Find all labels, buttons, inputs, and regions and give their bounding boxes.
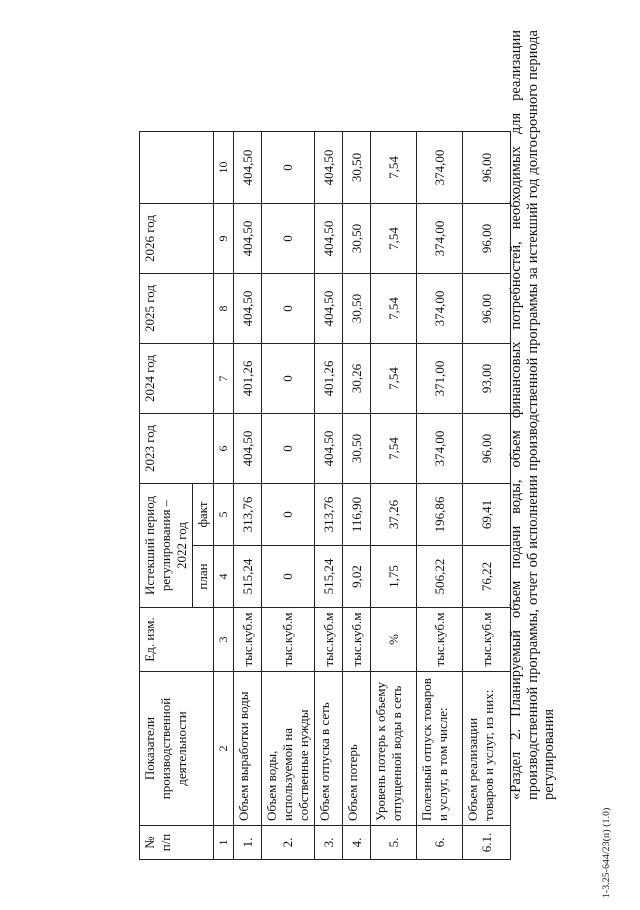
column-number-cell: 7 <box>214 343 234 413</box>
header-2026: 2026 год <box>140 203 214 273</box>
cell-y2025: 96,00 <box>463 273 511 343</box>
header-extra <box>140 131 214 203</box>
cell-y2024: 30,26 <box>343 343 371 413</box>
header-2023: 2023 год <box>140 413 214 483</box>
cell-y2023: 30,50 <box>343 413 371 483</box>
table-body <box>234 131 511 859</box>
cell-unit: тыс.куб.м <box>262 608 315 672</box>
table-row <box>343 131 371 859</box>
cell-fact: 313,76 <box>234 483 262 545</box>
header-fact: факт <box>193 483 214 545</box>
cell-y2026: 374,00 <box>417 203 463 273</box>
cell-name: Объем реализации товаров и услуг, из них: <box>463 672 511 826</box>
cell-extra: 374,00 <box>417 131 463 203</box>
cell-fact: 0 <box>262 483 315 545</box>
cell-y2026: 404,50 <box>315 203 343 273</box>
column-number-cell: 8 <box>214 273 234 343</box>
cell-plan: 0 <box>262 546 315 608</box>
cell-plan: 515,24 <box>315 546 343 608</box>
column-number-row <box>214 131 234 859</box>
column-number-cell: 6 <box>214 413 234 483</box>
header-unit: Ед. изм. <box>140 608 214 672</box>
cell-y2023: 404,50 <box>234 413 262 483</box>
cell-y2024: 371,00 <box>417 343 463 413</box>
header-2025: 2025 год <box>140 273 214 343</box>
cell-fact: 116,90 <box>343 483 371 545</box>
cell-y2025: 7,54 <box>371 273 417 343</box>
cell-unit: тыс.куб.м <box>343 608 371 672</box>
cell-extra: 0 <box>262 131 315 203</box>
cell-y2023: 374,00 <box>417 413 463 483</box>
header-plan: план <box>193 546 214 608</box>
cell-no: 5. <box>371 826 417 860</box>
cell-plan: 506,22 <box>417 546 463 608</box>
table-row <box>234 131 262 859</box>
cell-no: 3. <box>315 826 343 860</box>
cell-y2026: 30,50 <box>343 203 371 273</box>
document-reference: 1-3.25-644/23(п) (1.0) <box>602 807 612 898</box>
cell-y2023: 404,50 <box>315 413 343 483</box>
cell-fact: 69,41 <box>463 483 511 545</box>
header-no: № п/п <box>140 826 214 860</box>
cell-plan: 515,24 <box>234 546 262 608</box>
section-heading: «Раздел 2. Планируемый объем подачи воды, объем финансовых потребностей, необходимых для реализации производственной программы, отчет об исполнении производственной программы за истекший год долгосрочного периода регулирования <box>508 30 557 800</box>
cell-y2026: 96,00 <box>463 203 511 273</box>
cell-y2025: 30,50 <box>343 273 371 343</box>
cell-y2024: 401,26 <box>234 343 262 413</box>
cell-name: Полезный отпуск товаров и услуг, в том числе: <box>417 672 463 826</box>
cell-no: 6.1. <box>463 826 511 860</box>
column-number-cell: 1 <box>214 826 234 860</box>
cell-unit: % <box>371 608 417 672</box>
cell-y2024: 401,26 <box>315 343 343 413</box>
cell-unit: тыс.куб.м <box>463 608 511 672</box>
cell-fact: 313,76 <box>315 483 343 545</box>
cell-fact: 196,86 <box>417 483 463 545</box>
cell-y2025: 0 <box>262 273 315 343</box>
cell-y2024: 93,00 <box>463 343 511 413</box>
cell-extra: 404,50 <box>234 131 262 203</box>
table-row <box>315 131 343 859</box>
header-indicator: Показатели производственной деятельности <box>140 672 214 826</box>
cell-y2026: 0 <box>262 203 315 273</box>
column-number-cell: 10 <box>214 131 234 203</box>
column-number-cell: 5 <box>214 483 234 545</box>
column-number-cell: 9 <box>214 203 234 273</box>
table-row <box>371 131 417 859</box>
cell-extra: 96,00 <box>463 131 511 203</box>
production-program-table <box>139 131 511 860</box>
cell-no: 4. <box>343 826 371 860</box>
cell-extra: 30,50 <box>343 131 371 203</box>
cell-y2023: 96,00 <box>463 413 511 483</box>
cell-y2026: 404,50 <box>234 203 262 273</box>
table-row <box>417 131 463 859</box>
cell-y2023: 0 <box>262 413 315 483</box>
cell-name: Уровень потерь к объему отпущенной воды в сеть <box>371 672 417 826</box>
cell-no: 6. <box>417 826 463 860</box>
header-period: Истекший период регулирования – 2022 год <box>140 483 193 607</box>
header-2024: 2024 год <box>140 343 214 413</box>
cell-extra: 404,50 <box>315 131 343 203</box>
cell-y2024: 0 <box>262 343 315 413</box>
cell-y2026: 7,54 <box>371 203 417 273</box>
cell-plan: 76,22 <box>463 546 511 608</box>
cell-unit: тыс.куб.м <box>315 608 343 672</box>
cell-name: Объем отпуска в сеть <box>315 672 343 826</box>
cell-y2025: 404,50 <box>315 273 343 343</box>
cell-y2025: 404,50 <box>234 273 262 343</box>
cell-unit: тыс.куб.м <box>417 608 463 672</box>
column-number-cell: 4 <box>214 546 234 608</box>
cell-y2023: 7,54 <box>371 413 417 483</box>
cell-no: 1. <box>234 826 262 860</box>
cell-fact: 37,26 <box>371 483 417 545</box>
cell-y2024: 7,54 <box>371 343 417 413</box>
table-row <box>262 131 315 859</box>
cell-extra: 7,54 <box>371 131 417 203</box>
cell-name: Объем выработки воды <box>234 672 262 826</box>
cell-unit: тыс.куб.м <box>234 608 262 672</box>
cell-no: 2. <box>262 826 315 860</box>
cell-y2025: 374,00 <box>417 273 463 343</box>
column-number-cell: 2 <box>214 672 234 826</box>
cell-name: Объем потерь <box>343 672 371 826</box>
cell-plan: 9,02 <box>343 546 371 608</box>
table-row <box>463 131 511 859</box>
column-number-cell: 3 <box>214 608 234 672</box>
cell-name: Объем воды, используемой на собственные нужды <box>262 672 315 826</box>
cell-plan: 1,75 <box>371 546 417 608</box>
